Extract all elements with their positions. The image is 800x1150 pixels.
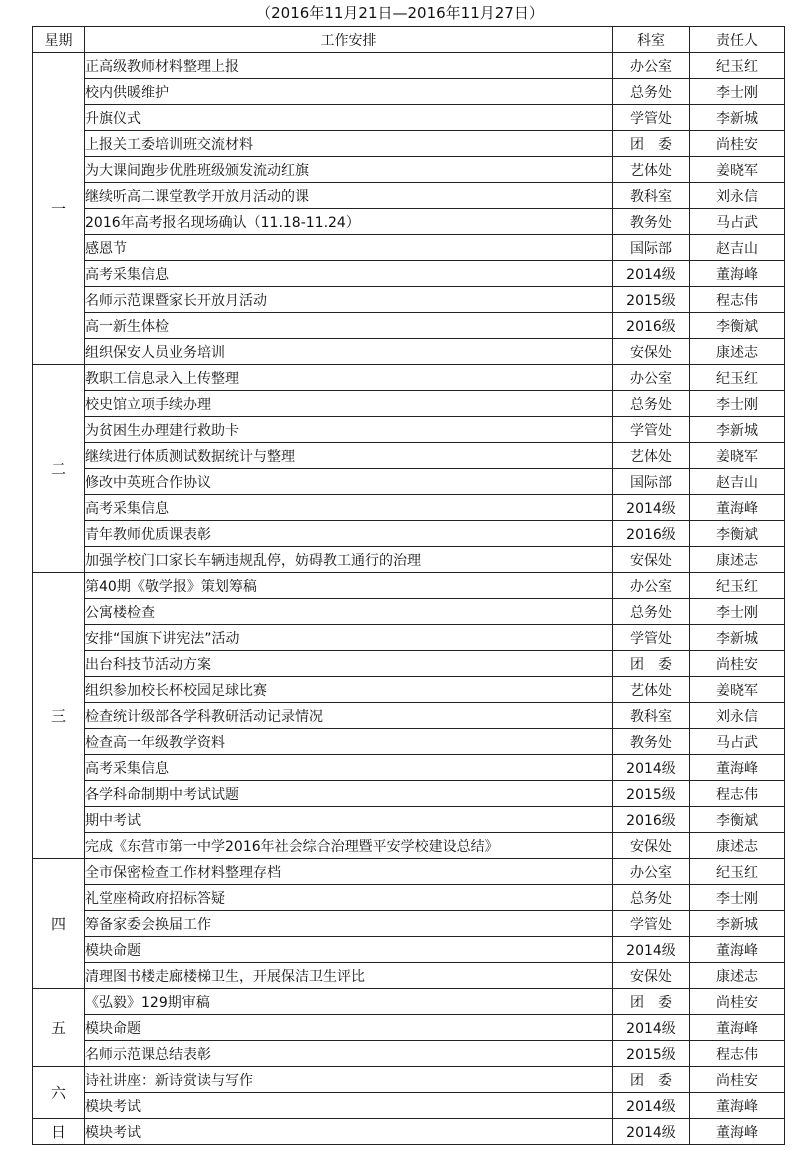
- dept-cell: 艺体处: [613, 443, 690, 469]
- table-row: [33, 53, 785, 79]
- person-cell: 尚桂安: [690, 651, 785, 677]
- table-row: [33, 781, 785, 807]
- task-cell: 诗社讲座：新诗赏读与写作: [85, 1067, 613, 1093]
- dept-cell: 团 委: [613, 1067, 690, 1093]
- dept-cell: 学管处: [613, 417, 690, 443]
- dept-cell: 团 委: [613, 131, 690, 157]
- table-row: [33, 183, 785, 209]
- task-cell: 上报关工委培训班交流材料: [85, 131, 613, 157]
- task-cell: 公寓楼检查: [85, 599, 613, 625]
- task-cell: 2016年高考报名现场确认（11.18-11.24）: [85, 209, 613, 235]
- dept-cell: 2014级: [613, 495, 690, 521]
- task-cell: 第40期《敬学报》策划筹稿: [85, 573, 613, 599]
- table-row: [33, 209, 785, 235]
- task-cell: 模块命题: [85, 937, 613, 963]
- task-cell: 筹备家委会换届工作: [85, 911, 613, 937]
- weekday-cell: 五: [33, 989, 85, 1067]
- dept-cell: 安保处: [613, 547, 690, 573]
- dept-cell: 2015级: [613, 781, 690, 807]
- task-cell: 升旗仪式: [85, 105, 613, 131]
- task-cell: 组织保安人员业务培训: [85, 339, 613, 365]
- person-cell: 李新城: [690, 417, 785, 443]
- table-row: [33, 365, 785, 391]
- person-cell: 董海峰: [690, 261, 785, 287]
- person-cell: 李士刚: [690, 79, 785, 105]
- dept-cell: 教科室: [613, 703, 690, 729]
- person-cell: 纪玉红: [690, 53, 785, 79]
- task-cell: 高考采集信息: [85, 495, 613, 521]
- table-row: [33, 235, 785, 261]
- person-cell: 程志伟: [690, 781, 785, 807]
- person-cell: 李新城: [690, 911, 785, 937]
- person-cell: 马占武: [690, 729, 785, 755]
- header-row: [33, 27, 785, 53]
- dept-cell: 2015级: [613, 1041, 690, 1067]
- person-cell: 姜晓军: [690, 443, 785, 469]
- table-row: [33, 625, 785, 651]
- header-dept: 科室: [613, 27, 690, 53]
- person-cell: 程志伟: [690, 1041, 785, 1067]
- table-row: [33, 1119, 785, 1145]
- task-cell: 期中考试: [85, 807, 613, 833]
- table-row: [33, 547, 785, 573]
- person-cell: 康述志: [690, 547, 785, 573]
- dept-cell: 学管处: [613, 625, 690, 651]
- task-cell: 高一新生体检: [85, 313, 613, 339]
- task-cell: 为大课间跑步优胜班级颁发流动红旗: [85, 157, 613, 183]
- task-cell: 名师示范课暨家长开放月活动: [85, 287, 613, 313]
- dept-cell: 办公室: [613, 365, 690, 391]
- person-cell: 尚桂安: [690, 1067, 785, 1093]
- table-row: [33, 911, 785, 937]
- dept-cell: 2014级: [613, 261, 690, 287]
- person-cell: 姜晓军: [690, 677, 785, 703]
- header-person: 责任人: [690, 27, 785, 53]
- dept-cell: 学管处: [613, 105, 690, 131]
- person-cell: 赵吉山: [690, 469, 785, 495]
- dept-cell: 国际部: [613, 469, 690, 495]
- table-row: [33, 677, 785, 703]
- table-row: [33, 573, 785, 599]
- person-cell: 康述志: [690, 963, 785, 989]
- table-row: [33, 807, 785, 833]
- task-cell: 修改中英班合作协议: [85, 469, 613, 495]
- task-cell: 完成《东营市第一中学2016年社会综合治理暨平安学校建设总结》: [85, 833, 613, 859]
- table-row: [33, 1093, 785, 1119]
- dept-cell: 教务处: [613, 209, 690, 235]
- person-cell: 赵吉山: [690, 235, 785, 261]
- dept-cell: 教务处: [613, 729, 690, 755]
- table-row: [33, 1041, 785, 1067]
- person-cell: 李衡斌: [690, 521, 785, 547]
- task-cell: 各学科命制期中考试试题: [85, 781, 613, 807]
- schedule-body: [33, 53, 785, 1145]
- task-cell: 青年教师优质课表彰: [85, 521, 613, 547]
- person-cell: 纪玉红: [690, 859, 785, 885]
- task-cell: 模块考试: [85, 1119, 613, 1145]
- table-row: [33, 417, 785, 443]
- table-row: [33, 1015, 785, 1041]
- weekday-cell: 六: [33, 1067, 85, 1119]
- person-cell: 纪玉红: [690, 573, 785, 599]
- weekday-cell: 一: [33, 53, 85, 365]
- task-cell: 感恩节: [85, 235, 613, 261]
- person-cell: 刘永信: [690, 703, 785, 729]
- table-row: [33, 391, 785, 417]
- table-row: [33, 287, 785, 313]
- table-row: [33, 79, 785, 105]
- task-cell: 继续听高二课堂教学开放月活动的课: [85, 183, 613, 209]
- task-cell: 继续进行体质测试数据统计与整理: [85, 443, 613, 469]
- table-row: [33, 1067, 785, 1093]
- person-cell: 康述志: [690, 339, 785, 365]
- dept-cell: 办公室: [613, 53, 690, 79]
- person-cell: 马占武: [690, 209, 785, 235]
- table-row: [33, 469, 785, 495]
- task-cell: 清理图书楼走廊楼梯卫生，开展保洁卫生评比: [85, 963, 613, 989]
- person-cell: 李衡斌: [690, 313, 785, 339]
- dept-cell: 学管处: [613, 911, 690, 937]
- dept-cell: 2014级: [613, 937, 690, 963]
- task-cell: 组织参加校长杯校园足球比赛: [85, 677, 613, 703]
- dept-cell: 安保处: [613, 339, 690, 365]
- person-cell: 尚桂安: [690, 131, 785, 157]
- task-cell: 《弘毅》129期审稿: [85, 989, 613, 1015]
- table-row: [33, 157, 785, 183]
- task-cell: 高考采集信息: [85, 755, 613, 781]
- person-cell: 李士刚: [690, 885, 785, 911]
- person-cell: 董海峰: [690, 495, 785, 521]
- dept-cell: 2014级: [613, 755, 690, 781]
- dept-cell: 2014级: [613, 1015, 690, 1041]
- task-cell: 教职工信息录入上传整理: [85, 365, 613, 391]
- dept-cell: 2014级: [613, 1093, 690, 1119]
- person-cell: 董海峰: [690, 1015, 785, 1041]
- task-cell: 安排“国旗下讲宪法”活动: [85, 625, 613, 651]
- task-cell: 检查统计级部各学科教研活动记录情况: [85, 703, 613, 729]
- dept-cell: 团 委: [613, 989, 690, 1015]
- person-cell: 董海峰: [690, 1119, 785, 1145]
- person-cell: 纪玉红: [690, 365, 785, 391]
- task-cell: 加强学校门口家长车辆违规乱停，妨碍教工通行的治理: [85, 547, 613, 573]
- dept-cell: 2016级: [613, 521, 690, 547]
- person-cell: 董海峰: [690, 1093, 785, 1119]
- person-cell: 姜晓军: [690, 157, 785, 183]
- dept-cell: 安保处: [613, 963, 690, 989]
- dept-cell: 团 委: [613, 651, 690, 677]
- person-cell: 李衡斌: [690, 807, 785, 833]
- task-cell: 模块命题: [85, 1015, 613, 1041]
- person-cell: 程志伟: [690, 287, 785, 313]
- person-cell: 李士刚: [690, 391, 785, 417]
- person-cell: 董海峰: [690, 755, 785, 781]
- person-cell: 刘永信: [690, 183, 785, 209]
- table-row: [33, 729, 785, 755]
- task-cell: 为贫困生办理建行救助卡: [85, 417, 613, 443]
- dept-cell: 安保处: [613, 833, 690, 859]
- dept-cell: 总务处: [613, 599, 690, 625]
- table-row: [33, 963, 785, 989]
- task-cell: 校史馆立项手续办理: [85, 391, 613, 417]
- table-row: [33, 131, 785, 157]
- header-task: 工作安排: [85, 27, 613, 53]
- table-row: [33, 261, 785, 287]
- table-row: [33, 833, 785, 859]
- dept-cell: 总务处: [613, 79, 690, 105]
- person-cell: 康述志: [690, 833, 785, 859]
- task-cell: 正高级教师材料整理上报: [85, 53, 613, 79]
- table-row: [33, 989, 785, 1015]
- table-row: [33, 521, 785, 547]
- dept-cell: 总务处: [613, 885, 690, 911]
- dept-cell: 艺体处: [613, 677, 690, 703]
- person-cell: 李士刚: [690, 599, 785, 625]
- weekday-cell: 日: [33, 1119, 85, 1145]
- dept-cell: 艺体处: [613, 157, 690, 183]
- dept-cell: 教科室: [613, 183, 690, 209]
- person-cell: 尚桂安: [690, 989, 785, 1015]
- table-row: [33, 599, 785, 625]
- table-row: [33, 859, 785, 885]
- task-cell: 名师示范课总结表彰: [85, 1041, 613, 1067]
- dept-cell: 2016级: [613, 807, 690, 833]
- table-row: [33, 651, 785, 677]
- person-cell: 董海峰: [690, 937, 785, 963]
- weekday-cell: 三: [33, 573, 85, 859]
- header-day: 星期: [33, 27, 85, 53]
- table-row: [33, 703, 785, 729]
- table-row: [33, 937, 785, 963]
- dept-cell: 国际部: [613, 235, 690, 261]
- person-cell: 李新城: [690, 625, 785, 651]
- task-cell: 礼堂座椅政府招标答疑: [85, 885, 613, 911]
- table-row: [33, 313, 785, 339]
- task-cell: 检查高一年级教学资料: [85, 729, 613, 755]
- table-row: [33, 885, 785, 911]
- task-cell: 校内供暖维护: [85, 79, 613, 105]
- dept-cell: 总务处: [613, 391, 690, 417]
- weekday-cell: 二: [33, 365, 85, 573]
- table-row: [33, 495, 785, 521]
- weekday-cell: 四: [33, 859, 85, 989]
- dept-cell: 办公室: [613, 859, 690, 885]
- task-cell: 全市保密检查工作材料整理存档: [85, 859, 613, 885]
- page-title: （2016年11月21日—2016年11月27日）: [256, 4, 544, 22]
- weekly-schedule-table: [32, 26, 785, 1145]
- dept-cell: 办公室: [613, 573, 690, 599]
- table-row: [33, 755, 785, 781]
- dept-cell: 2016级: [613, 313, 690, 339]
- table-row: [33, 339, 785, 365]
- task-cell: 出台科技节活动方案: [85, 651, 613, 677]
- dept-cell: 2014级: [613, 1119, 690, 1145]
- table-row: [33, 443, 785, 469]
- task-cell: 模块考试: [85, 1093, 613, 1119]
- task-cell: 高考采集信息: [85, 261, 613, 287]
- dept-cell: 2015级: [613, 287, 690, 313]
- table-row: [33, 105, 785, 131]
- person-cell: 李新城: [690, 105, 785, 131]
